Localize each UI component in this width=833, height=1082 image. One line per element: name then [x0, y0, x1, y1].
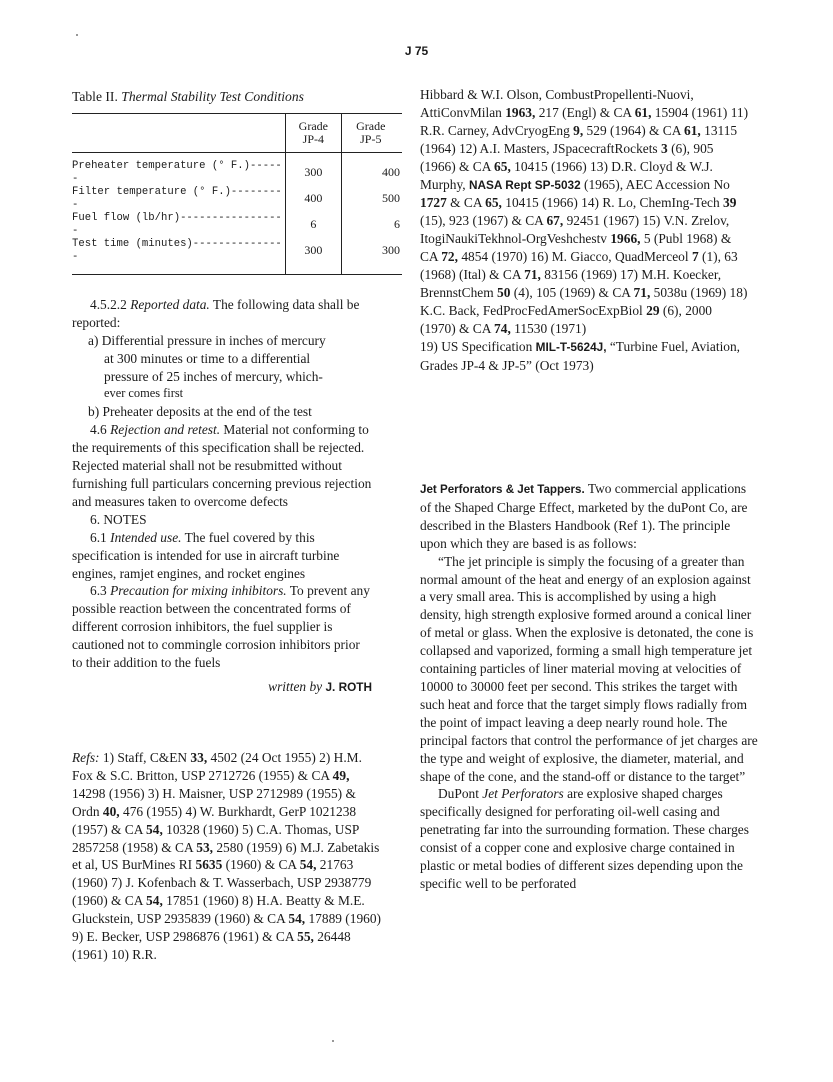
references-left: Refs: 1) Staff, C&EN 33, 4502 (24 Oct 1955) 2) H.M. Fox & S.C. Britton, USP 2712726 (1955) & CA 49, 14298 (1956) 3) H. Maisner, USP 2712989 (1955) & Ordn 40, 476 (1955) 4) W. Burkhardt, GerP 1021238 (1957) & CA 54, 10328 (1960) 5) C.A. Thomas, USP 2857258 (1958) & CA 53, 2580 (1959) 6) M.J. Zabetakis et al, US BurMines RI 5635 (1960) & CA 54, 21763 (1960) 7) J. Kofenbach & T. Wasserbach, USP 2938779 (1960) & CA 54, 17851 (1960) 8) H.A. Beatty & M.E. Gluckstein, USP 2935839 (1960) & CA 54, 17889 (1960) 9) E. Becker, USP 2986876 (1961) & CA 55, 26448 (1961) 10) R.R. — [72, 750, 382, 962]
scan-speck — [76, 34, 78, 36]
section-6-3: 6.3 Precaution for mixing inhibitors. To prevent any possible reaction between the concentrated forms of different corrosion inhibitors, the fuel supplier is cautioned not to commingle corrosion inhibitors prior to their addition to the fuels — [72, 583, 370, 671]
thermal-stability-table — [72, 113, 402, 275]
dupont-paragraph: DuPont Jet Perforators are explosive shaped charges specifically designed for perforating oil-well casing and penetrating far into the surrounding formation. These charges consist of a copper cone and explosive charge contained in plastic or metal bodies of different sizes depending upon the specific well to be perforated — [420, 786, 749, 891]
section-heading: Jet Perforators & Jet Tappers. — [420, 483, 585, 496]
scan-speck — [332, 1040, 334, 1042]
table-header-jp5: Grade JP-5 — [356, 118, 386, 146]
references-right: Hibbard & W.I. Olson, CombustPropellenti-Nuovi, AttiConvMilan 1963, 217 (Engl) & CA 61, 15904 (1961) 11) R.R. Carney, AdvCryogEng 9, 529 (1964) & CA 61, 13115 (1964) 12) A.I. Masters, JSpacecraftRockets 3 (6), 905 (1966) & CA 65, 10415 (1966) 13) D.R. Cloyd & W.J. Murphy, NASA Rept SP-5032 (1965), AEC Accession No 1727 & CA 65, 10415 (1966) 14) R. Lo, ChemIng-Tech 39 (15), 923 (1967) & CA 67, 92451 (1967) 15) V.N. Zrelov, ItogiNaukiTekhnol-OrgVeshchestv 1966, 5 (Publ 1968) & CA 72, 4854 (1970) 16) M. Giacco, QuadMerceol 7 (1), 63 (1968) (Ital) & CA 71, 83156 (1969) 17) M.H. Koecker, BrennstChem 50 (4), 105 (1969) & CA 71, 5038u (1969) 18) K.C. Back, FedProcFedAmerSocExpBiol 29 (6), 2000 (1970) & CA 74, 11530 (1971) 19) US Specification MIL-T-5624J, “Turbine Fuel, Aviation, Grades JP-4 & JP-5” (Oct 1973) — [420, 87, 749, 373]
left-column — [72, 88, 400, 697]
table-caption-title: Thermal Stability Test Conditions — [121, 89, 304, 104]
table-caption-prefix: Table II. — [72, 89, 118, 104]
jet-perforators-section: Jet Perforators & Jet Tappers. Two commercial applications of the Shaped Charge Effect, marketed by the duPont Co, are described in the Blasters Handbook (Ref 1). The principle upon which they are based is as follows: “The jet principle is simply the focusing of a greater than normal amount of the heat and energy of an explosion against a very small area. This is accomplished by using a high density, high strength explosive formed around a conical liner of metal or glass. When the explosive is detonated, the cone is collapsed and vaporized, forming a small high temperature jet containing particles of liner material moving at velocities of 10000 to 30000 feet per second. This strikes the target with such heat and force that the target simply flows radially from the point of impact leaving a deep nearly round hole. The principal factors that control the performance of jet charges are the type and weight of explosive, the diameter, material, and shape of the cone, and the stand-off or distance to the target” DuPont Jet Perforators are explosive shaped charges specifically designed for perforating oil-well casing and penetrating far into the surrounding formation. These charges consist of a copper cone and explosive charge contained in plastic or metal bodies of different sizes depending upon the specific well to be perforated — [420, 481, 758, 891]
jet-quote: “The jet principle is simply the focusing of a greater than normal amount of the heat and energy of an explosion against a very small area. This is accomplished by using a high density, high strength explosive formed around a conical liner of metal or glass. When the explosive is detonated, the cone is collapsed and vaporized, forming a small high temperature jet containing particles of liner material moving at velocities of 10000 to 30000 feet per second. This strikes the target with such heat and force that the target simply flows radially from the point of impact leaving a deep nearly round hole. The principal factors that control the performance of jet charges are the type and weight of explosive, the diameter, material, and shape of the cone, and the stand-off or distance to the target” — [420, 553, 758, 784]
page-number: J 75 — [404, 44, 429, 58]
table-header-jp4: Grade JP-4 — [286, 113, 341, 152]
table-row: Test time (minutes)--------------- 300 300 — [72, 238, 402, 275]
section-6-1: 6.1 Intended use. The fuel covered by this specification is intended for use in aircraft turbine engines, ramjet engines, and rocket engines — [72, 529, 340, 581]
section-4-6: 4.6 Rejection and retest. Material not conforming to the requirements of this specification shall be rejected. Rejected material shall not be resubmitted without furnishing full particulars concerning previous rejection and measures taken to overcome defects — [72, 422, 372, 509]
table-row: Filter temperature (° F.)--------- 400 500 — [72, 185, 400, 211]
author-signature: written by J. ROTH — [268, 678, 372, 694]
section-6-heading: 6. NOTES — [90, 511, 147, 527]
table-row: Fuel flow (lb/hr)----------------- 6 6 — [72, 211, 400, 237]
table-header-blank — [72, 113, 286, 152]
table-caption — [72, 88, 372, 106]
table-header-row — [72, 113, 402, 152]
section-4-5-2-2: 4.5.2.2 Reported data. The following data shall be reported: a) Differential pressure in inches of mercury at 300 minutes or time to a differential pressure of 25 inches of mercury, which- ever comes first b) Preheater deposits at the end of the test — [72, 296, 360, 420]
table-row: Preheater temperature (° F.)------ 300 400 — [72, 152, 402, 186]
